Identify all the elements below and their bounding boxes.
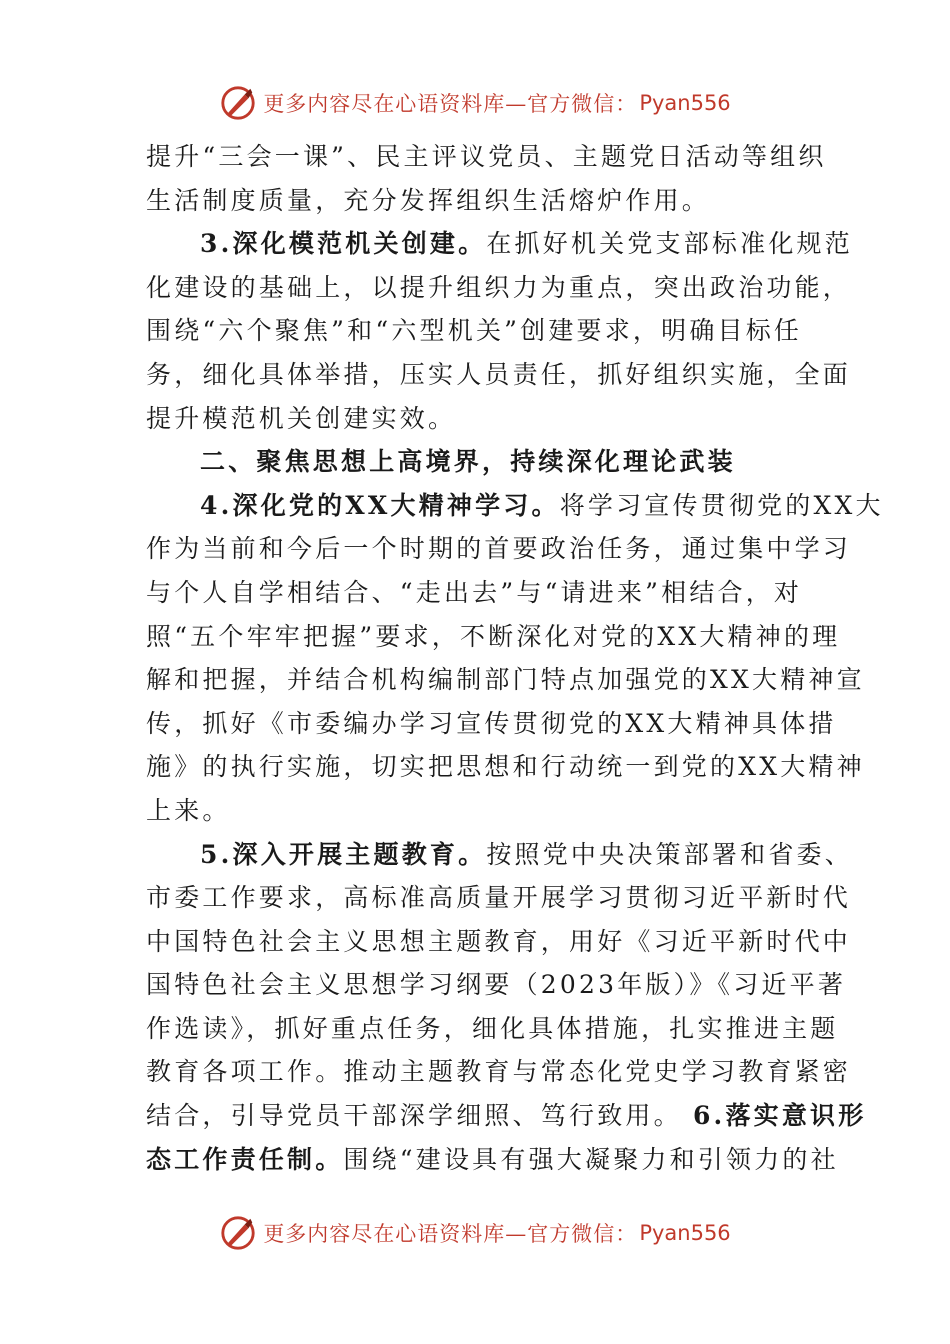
text-line — [146, 266, 852, 310]
watermark-id: Pyan556 — [639, 91, 731, 115]
text-line — [146, 527, 852, 571]
text-segment: 上来。 — [146, 795, 231, 825]
bold-text-segment: 二、聚焦思想上高境界，持续深化理论武装 — [200, 447, 736, 477]
text-segment: 照“五个牢牢把握”要求，不断深化对党的XX大精神的理 — [146, 621, 841, 651]
text-segment: 结合，引导党员干部深学细照、笃行致用。 — [146, 1101, 693, 1131]
watermark-id: Pyan556 — [639, 1221, 731, 1245]
text-line — [146, 789, 806, 833]
bold-text-segment: 4.深化党的XX大精神学习。 — [200, 490, 560, 520]
text-line — [146, 1007, 839, 1051]
text-segment: 教育各项工作。推动主题教育与常态化党史学习教育紧密 — [146, 1057, 852, 1087]
text-line — [146, 571, 806, 615]
text-line — [146, 702, 837, 746]
pen-logo-icon — [219, 1214, 257, 1252]
watermark-banner-bottom — [0, 1208, 950, 1258]
text-segment: 传，抓好《市委编办学习宣传贯彻党的XX大精神具体措 — [146, 708, 837, 738]
text-segment: 围绕“建设具有强大凝聚力和引领力的社 — [343, 1144, 839, 1174]
pen-logo-icon — [219, 84, 257, 122]
text-segment: 提升模范机关创建实效。 — [146, 403, 457, 433]
text-segment: 在抓好机关党支部标准化规范 — [486, 229, 853, 259]
document-body — [146, 135, 884, 1181]
text-line — [146, 963, 847, 1007]
text-line — [146, 440, 806, 484]
text-segment: 提升“三会一课”、民主评议党员、主题党日活动等组织 — [146, 142, 827, 171]
text-segment: 务，细化具体举措，压实人员责任，抓好组织实施，全面 — [146, 359, 852, 389]
text-segment: 解和把握，并结合机构编制部门特点加强党的XX大精神宣 — [146, 665, 865, 695]
text-segment: 中国特色社会主义思想主题教育，用好《习近平新时代中 — [146, 926, 852, 956]
bold-text-segment: 6.落实意识形 — [692, 1101, 867, 1131]
text-segment: 化建设的基础上，以提升组织力为重点，突出政治功能， — [146, 272, 852, 302]
text-line — [146, 658, 865, 702]
watermark-text: 更多内容尽在心语资料库—官方微信： — [263, 1222, 638, 1246]
text-line — [146, 1094, 867, 1138]
bold-text-segment: 5.深入开展主题教育。 — [200, 839, 487, 869]
text-segment: 与个人自学相结合、“走出去”与“请进来”相结合，对 — [146, 577, 803, 607]
text-line — [146, 1138, 839, 1182]
text-line — [146, 484, 884, 528]
text-segment: 将学习宣传贯彻党的XX大 — [559, 490, 884, 520]
text-line — [146, 833, 853, 877]
text-segment: 围绕“六个聚焦”和“六型机关”创建要求，明确目标任 — [146, 316, 803, 346]
text-segment: 生活制度质量，充分发挥组织生活熔炉作用。 — [146, 185, 711, 215]
text-line — [146, 179, 806, 223]
text-line — [146, 135, 827, 179]
text-segment: 施》的执行实施，切实把思想和行动统一到党的XX大精神 — [146, 752, 865, 782]
bold-text-segment: 态工作责任制。 — [146, 1144, 344, 1174]
text-line — [146, 353, 852, 397]
text-segment: 市委工作要求，高标准高质量开展学习贯彻习近平新时代 — [146, 883, 852, 913]
text-line — [146, 615, 841, 659]
text-line — [146, 397, 806, 441]
text-line — [146, 745, 865, 789]
text-segment: 国特色社会主义思想学习纲要（2023年版）》《习近平著 — [146, 970, 847, 1000]
text-segment: 作为当前和今后一个时期的首要政治任务，通过集中学习 — [146, 534, 852, 564]
watermark-text: 更多内容尽在心语资料库—官方微信： — [263, 92, 638, 116]
text-line — [146, 222, 853, 266]
bold-text-segment: 3.深化模范机关创建。 — [200, 229, 487, 259]
text-line — [146, 876, 852, 920]
text-line — [146, 920, 852, 964]
text-segment: 按照党中央决策部署和省委、 — [486, 839, 853, 869]
text-line — [146, 1050, 852, 1094]
text-line — [146, 309, 806, 353]
text-segment: 作选读》，抓好重点任务，细化具体措施，扎实推进主题 — [146, 1013, 839, 1043]
watermark-banner-top — [0, 78, 950, 128]
